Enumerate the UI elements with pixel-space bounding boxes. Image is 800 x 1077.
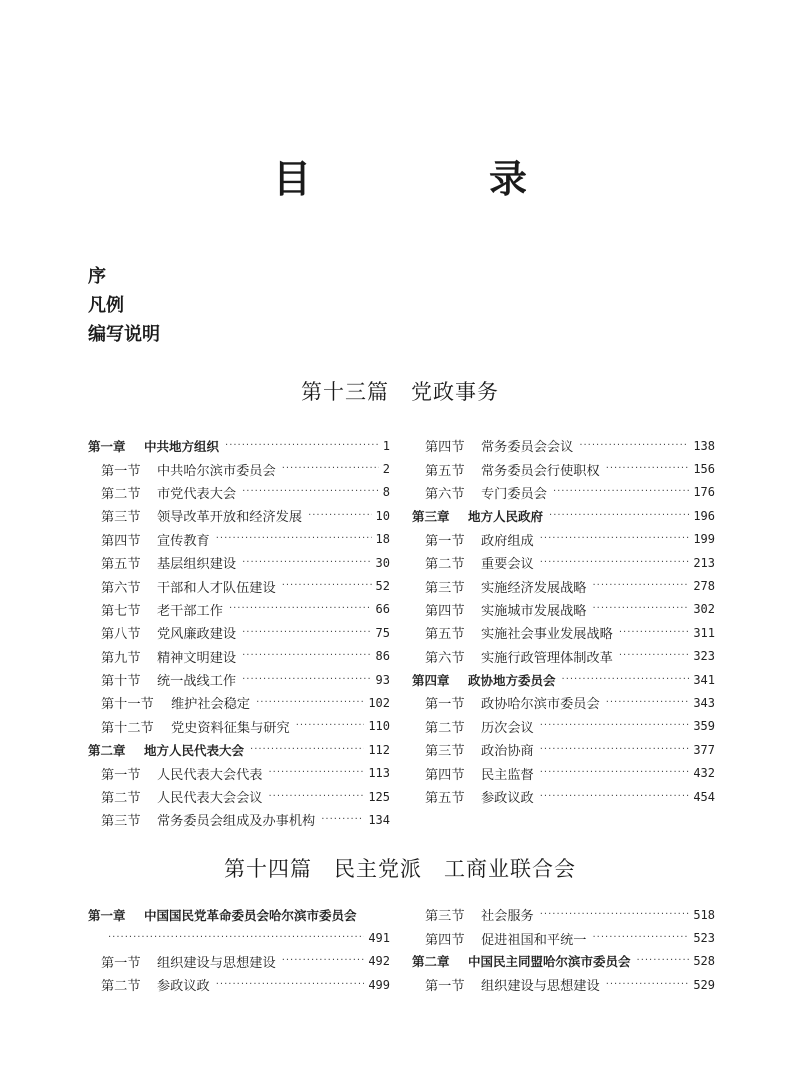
toc-entry-number: 第二节 bbox=[101, 791, 141, 807]
toc-entry-number: 第二节 bbox=[101, 979, 141, 995]
toc-chapter-entry[interactable] bbox=[88, 738, 390, 761]
toc-entry-number: 第六节 bbox=[425, 486, 465, 502]
toc-section-entry[interactable] bbox=[88, 457, 390, 480]
dot-leader bbox=[606, 978, 690, 992]
toc-section-entry[interactable] bbox=[412, 598, 715, 621]
dot-leader bbox=[282, 954, 365, 968]
toc-section-entry[interactable] bbox=[412, 645, 715, 668]
toc-entry-page: 523 bbox=[693, 931, 715, 946]
toc-entry-label: 政协哈尔滨市委员会 bbox=[481, 697, 600, 713]
toc-entry-label: 常务委员会组成及办事机构 bbox=[157, 814, 316, 830]
toc-entry-page: 432 bbox=[693, 766, 715, 781]
toc-entry-label: 人民代表大会代表 bbox=[157, 767, 263, 783]
dot-leader bbox=[242, 485, 379, 499]
toc-entry-page: 86 bbox=[375, 649, 390, 664]
toc-section-entry[interactable] bbox=[412, 457, 715, 480]
page-title: 目 录 bbox=[272, 156, 597, 201]
toc-chapter-entry[interactable] bbox=[88, 903, 390, 926]
toc-entry-label: 常务委员会行使职权 bbox=[481, 463, 600, 479]
toc-entry-label: 人民代表大会会议 bbox=[157, 791, 263, 807]
dot-leader bbox=[553, 485, 689, 499]
toc-entry-number: 第八节 bbox=[101, 627, 141, 643]
toc-entry-label: 地方人民代表大会 bbox=[144, 742, 245, 758]
front-matter-preface[interactable]: 序 bbox=[88, 266, 106, 287]
toc-section-entry[interactable] bbox=[88, 551, 390, 574]
toc-entry-number: 第七节 bbox=[101, 603, 141, 619]
front-matter bbox=[88, 262, 160, 349]
toc-section-entry[interactable] bbox=[88, 808, 390, 831]
toc-entry-label: 领导改革开放和经济发展 bbox=[157, 510, 303, 526]
toc-entry-label: 民主监督 bbox=[481, 767, 534, 783]
toc-entry-number: 第二节 bbox=[425, 557, 465, 573]
toc-entry-number: 第三节 bbox=[425, 580, 465, 596]
toc-entry-page: 492 bbox=[368, 954, 390, 969]
dot-leader bbox=[229, 602, 372, 616]
toc-entry-label: 党史资料征集与研究 bbox=[171, 720, 290, 736]
toc-entry-page: 323 bbox=[693, 649, 715, 664]
toc-entry-label: 促进祖国和平统一 bbox=[481, 932, 587, 948]
dot-leader bbox=[108, 931, 364, 945]
toc-entry-label: 精神文明建设 bbox=[157, 650, 237, 666]
dot-leader bbox=[269, 766, 365, 780]
toc-entry-label: 基层组织建设 bbox=[157, 557, 237, 573]
toc-entry-label: 政治协商 bbox=[481, 744, 534, 760]
toc-section-entry[interactable] bbox=[412, 715, 715, 738]
toc-entry-number: 第三章 bbox=[412, 508, 450, 524]
toc-chapter-entry[interactable] bbox=[88, 434, 390, 457]
toc-chapter-entry[interactable] bbox=[412, 950, 715, 973]
toc-entry-page: 213 bbox=[693, 555, 715, 570]
toc-entry-label: 中共哈尔滨市委员会 bbox=[157, 463, 276, 479]
toc-section-entry[interactable] bbox=[412, 621, 715, 644]
dot-leader bbox=[540, 719, 690, 733]
toc-entry-page: 359 bbox=[693, 719, 715, 734]
toc-section-entry[interactable] bbox=[88, 645, 390, 668]
toc-entry-number: 第三节 bbox=[101, 814, 141, 830]
toc-entry-label: 历次会议 bbox=[481, 720, 534, 736]
dot-leader bbox=[540, 532, 690, 546]
dot-leader bbox=[282, 579, 372, 593]
toc-entry-number: 第四节 bbox=[101, 533, 141, 549]
dot-leader bbox=[242, 556, 371, 570]
toc-section-entry[interactable] bbox=[88, 598, 390, 621]
dot-leader bbox=[540, 908, 690, 922]
dot-leader bbox=[282, 462, 379, 476]
toc-section-entry[interactable] bbox=[88, 950, 390, 973]
toc-entry-label: 老干部工作 bbox=[157, 603, 223, 619]
toc-entry-page: 196 bbox=[693, 508, 715, 523]
toc-section-entry[interactable] bbox=[412, 738, 715, 761]
toc-entry-number: 第一节 bbox=[101, 955, 141, 971]
toc-section-entry[interactable] bbox=[88, 574, 390, 597]
toc-section-entry[interactable] bbox=[412, 481, 715, 504]
toc-entry-number: 第六节 bbox=[101, 580, 141, 596]
toc-section-entry[interactable] bbox=[412, 761, 715, 784]
front-matter-editorial-notes[interactable]: 编写说明 bbox=[88, 324, 160, 345]
toc-entry-label: 组织建设与思想建设 bbox=[157, 955, 276, 971]
toc-entry-number: 第一节 bbox=[101, 767, 141, 783]
toc-entry-label: 统一战线工作 bbox=[157, 674, 237, 690]
dot-leader bbox=[540, 790, 690, 804]
toc-section-entry[interactable] bbox=[88, 481, 390, 504]
toc-entry-label: 社会服务 bbox=[481, 909, 534, 925]
toc-entry-label: 地方人民政府 bbox=[468, 508, 544, 524]
toc-entry-page: 10 bbox=[375, 508, 390, 523]
toc-entry-label: 宣传教育 bbox=[157, 533, 210, 549]
toc-entry-label: 实施城市发展战略 bbox=[481, 603, 587, 619]
toc-section-entry[interactable] bbox=[88, 504, 390, 527]
toc-entry-page: 454 bbox=[693, 789, 715, 804]
toc-entry-number: 第五节 bbox=[425, 791, 465, 807]
dot-leader bbox=[540, 556, 690, 570]
part-14-left-column bbox=[88, 903, 390, 997]
toc-entry-label: 组织建设与思想建设 bbox=[481, 979, 600, 995]
dot-leader bbox=[321, 813, 364, 827]
toc-section-entry[interactable] bbox=[412, 903, 715, 926]
part-13-right-column bbox=[412, 434, 715, 808]
part-14-right-column bbox=[412, 903, 715, 997]
toc-entry-number: 第四节 bbox=[425, 767, 465, 783]
dot-leader bbox=[250, 743, 364, 757]
toc-entry-page: 138 bbox=[693, 438, 715, 453]
toc-entry-page: 75 bbox=[375, 625, 390, 640]
toc-entry-number: 第四节 bbox=[425, 440, 465, 456]
toc-entry-page: 52 bbox=[375, 579, 390, 594]
toc-entry-number: 第二节 bbox=[425, 720, 465, 736]
part-13-left-column bbox=[88, 434, 390, 832]
toc-entry-page: 341 bbox=[693, 672, 715, 687]
dot-leader bbox=[269, 790, 365, 804]
dot-leader bbox=[579, 439, 689, 453]
toc-chapter-entry[interactable] bbox=[412, 504, 715, 527]
toc-entry-number: 第三节 bbox=[425, 909, 465, 925]
toc-entry-label: 实施经济发展战略 bbox=[481, 580, 587, 596]
dot-leader bbox=[216, 978, 365, 992]
toc-entry-label: 政协地方委员会 bbox=[468, 672, 556, 688]
dot-leader bbox=[242, 673, 371, 687]
toc-chapter-entry[interactable] bbox=[412, 668, 715, 691]
toc-entry-page: 112 bbox=[368, 742, 390, 757]
front-matter-guidelines[interactable]: 凡例 bbox=[88, 295, 124, 316]
dot-leader bbox=[549, 509, 689, 523]
toc-section-entry[interactable] bbox=[412, 691, 715, 714]
dot-leader bbox=[296, 719, 365, 733]
toc-section-entry[interactable] bbox=[412, 434, 715, 457]
dot-leader bbox=[216, 532, 372, 546]
toc-entry-page: 125 bbox=[368, 789, 390, 804]
toc-entry-page: 377 bbox=[693, 742, 715, 757]
toc-entry-label: 专门委员会 bbox=[481, 486, 547, 502]
toc-section-entry[interactable] bbox=[88, 761, 390, 784]
dot-leader bbox=[593, 602, 690, 616]
dot-leader bbox=[606, 696, 690, 710]
toc-entry-number: 第四节 bbox=[425, 932, 465, 948]
dot-leader bbox=[593, 931, 690, 945]
toc-section-entry[interactable] bbox=[412, 528, 715, 551]
toc-entry-label: 中共地方组织 bbox=[144, 438, 220, 454]
toc-section-entry[interactable] bbox=[412, 926, 715, 949]
toc-entry-label: 实施社会事业发展战略 bbox=[481, 627, 613, 643]
toc-entry-page: 518 bbox=[693, 907, 715, 922]
toc-entry-page: 2 bbox=[382, 462, 390, 477]
toc-entry-number: 第二节 bbox=[101, 486, 141, 502]
toc-section-entry[interactable] bbox=[88, 668, 390, 691]
toc-entry-label: 参政议政 bbox=[481, 791, 534, 807]
dot-leader bbox=[540, 766, 690, 780]
toc-entry-number: 第四节 bbox=[425, 603, 465, 619]
toc-entry-page: 528 bbox=[693, 954, 715, 969]
toc-entry-label: 党风廉政建设 bbox=[157, 627, 237, 643]
toc-entry-number: 第二章 bbox=[88, 742, 126, 758]
dot-leader bbox=[619, 649, 689, 663]
toc-entry-page: 156 bbox=[693, 462, 715, 477]
toc-entry-number: 第一节 bbox=[101, 463, 141, 479]
toc-entry-label: 参政议政 bbox=[157, 979, 210, 995]
toc-entry-page: 134 bbox=[368, 812, 390, 827]
toc-entry-label: 常务委员会会议 bbox=[481, 440, 574, 456]
toc-entry-number: 第九节 bbox=[101, 650, 141, 666]
toc-section-entry[interactable] bbox=[88, 785, 390, 808]
toc-section-entry[interactable] bbox=[88, 973, 390, 996]
dot-leader bbox=[540, 743, 690, 757]
toc-entry-label: 政府组成 bbox=[481, 533, 534, 549]
toc-section-entry[interactable] bbox=[88, 715, 390, 738]
toc-entry-page: 93 bbox=[375, 672, 390, 687]
toc-entry-page: 1 bbox=[382, 438, 390, 453]
dot-leader bbox=[225, 439, 379, 453]
part-14-title: 第十四篇 民主党派 工商业联合会 bbox=[224, 857, 576, 881]
toc-section-entry[interactable] bbox=[88, 926, 390, 949]
toc-entry-page: 499 bbox=[368, 977, 390, 992]
toc-entry-page: 529 bbox=[693, 977, 715, 992]
toc-entry-number: 第六节 bbox=[425, 650, 465, 666]
toc-entry-page: 102 bbox=[368, 695, 390, 710]
toc-entry-page: 278 bbox=[693, 579, 715, 594]
toc-entry-page: 176 bbox=[693, 485, 715, 500]
toc-entry-number: 第五节 bbox=[101, 557, 141, 573]
toc-entry-number: 第一节 bbox=[425, 533, 465, 549]
toc-entry-label: 维护社会稳定 bbox=[171, 697, 251, 713]
toc-entry-page: 199 bbox=[693, 532, 715, 547]
toc-section-entry[interactable] bbox=[412, 574, 715, 597]
toc-entry-page: 343 bbox=[693, 695, 715, 710]
toc-section-entry[interactable] bbox=[412, 973, 715, 996]
dot-leader bbox=[593, 579, 690, 593]
dot-leader bbox=[256, 696, 364, 710]
toc-entry-page: 311 bbox=[693, 625, 715, 640]
toc-entry-number: 第二章 bbox=[412, 954, 450, 970]
toc-entry-number: 第一节 bbox=[425, 697, 465, 713]
toc-entry-page: 8 bbox=[382, 485, 390, 500]
dot-leader bbox=[637, 954, 690, 968]
toc-entry-page: 113 bbox=[368, 766, 390, 781]
toc-section-entry[interactable] bbox=[88, 621, 390, 644]
part-13-title: 第十三篇 党政事务 bbox=[301, 380, 499, 404]
toc-entry-number: 第三节 bbox=[425, 744, 465, 760]
toc-entry-number: 第十二节 bbox=[101, 720, 154, 736]
toc-entry-number: 第十一节 bbox=[101, 697, 154, 713]
toc-entry-label: 中国民主同盟哈尔滨市委员会 bbox=[468, 954, 631, 970]
dot-leader bbox=[606, 462, 690, 476]
dot-leader bbox=[242, 626, 371, 640]
toc-entry-page: 491 bbox=[368, 931, 390, 946]
toc-entry-label: 市党代表大会 bbox=[157, 486, 237, 502]
toc-entry-label: 重要会议 bbox=[481, 557, 534, 573]
toc-entry-number: 第一章 bbox=[88, 438, 126, 454]
toc-entry-label: 实施行政管理体制改革 bbox=[481, 650, 613, 666]
toc-entry-number: 第四章 bbox=[412, 672, 450, 688]
toc-entry-number: 第十节 bbox=[101, 674, 141, 690]
toc-entry-page: 66 bbox=[375, 602, 390, 617]
dot-leader bbox=[619, 626, 689, 640]
toc-entry-number: 第一章 bbox=[88, 907, 126, 923]
dot-leader bbox=[562, 673, 690, 687]
toc-section-entry[interactable] bbox=[88, 691, 390, 714]
toc-section-entry[interactable] bbox=[88, 528, 390, 551]
toc-entry-label: 中国国民党革命委员会哈尔滨市委员会 bbox=[144, 907, 357, 923]
toc-entry-number: 第五节 bbox=[425, 463, 465, 479]
toc-entry-number: 第一节 bbox=[425, 979, 465, 995]
toc-section-entry[interactable] bbox=[412, 551, 715, 574]
toc-entry-page: 302 bbox=[693, 602, 715, 617]
dot-leader bbox=[242, 649, 371, 663]
toc-entry-number: 第三节 bbox=[101, 510, 141, 526]
toc-entry-page: 18 bbox=[375, 532, 390, 547]
toc-entry-page: 110 bbox=[368, 719, 390, 734]
dot-leader bbox=[308, 509, 371, 523]
toc-entry-page: 30 bbox=[375, 555, 390, 570]
toc-entry-number: 第五节 bbox=[425, 627, 465, 643]
toc-section-entry[interactable] bbox=[412, 785, 715, 808]
toc-entry-label: 干部和人才队伍建设 bbox=[157, 580, 276, 596]
